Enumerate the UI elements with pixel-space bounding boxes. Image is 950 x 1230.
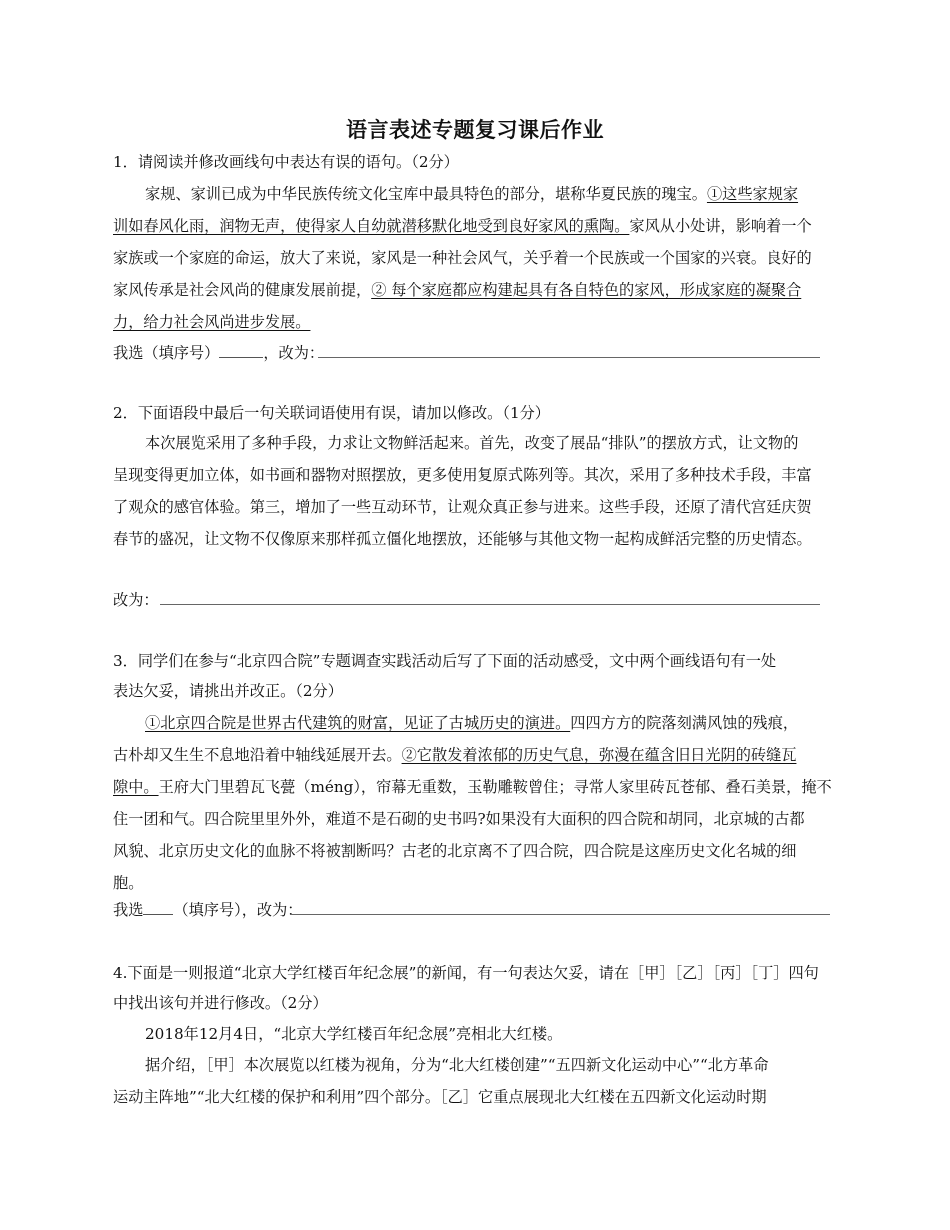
q1-underlined-sentence-2: ② 每个家庭都应构建起具有各自特色的家风，形成家庭的凝聚合 <box>371 281 802 299</box>
q3-line-6: 胞。 <box>113 874 144 892</box>
q3-line-2: 古朴却又生生不息地沿着中轴线延展开去。②它散发着浓郁的历史气息，弥漫在蕴含旧日光阴的砖缝瓦 <box>113 746 797 764</box>
q1-line-5 <box>113 312 310 332</box>
q4-stem-2: 中找出该句并进行修改。（2分） <box>113 994 328 1012</box>
q1-answer-blank[interactable] <box>318 357 820 358</box>
q1-underlined-sentence-2-cont: 力，给力社会风尚进步发展。 <box>113 313 311 331</box>
q3-number-blank[interactable] <box>143 900 173 915</box>
q3-stem-2: 表达欠妥，请挑出并改正。（2分） <box>113 682 343 700</box>
q1-line-3: 家族或一个家庭的命运，放大了来说，家风是一种社会风气，关乎着一个民族或一个国家的兴衰。良好的 <box>113 249 812 267</box>
q3-line-5: 风貌、北京历史文化的血脉不将被割断吗？古老的北京离不了四合院，四合院是这座历史文化名城的细 <box>113 842 797 860</box>
q2-line-2: 呈现变得更加立体，如书画和器物对照摆放，更多使用复原式陈列等。其次，采用了多种技术手段，丰富 <box>113 466 812 484</box>
q4-stem-1: 4.下面是一则报道“北京大学红楼百年纪念展”的新闻，有一句表达欠妥，请在［甲］［乙］［丙］［丁］四句 <box>113 964 819 982</box>
q3-stem-1: 3．同学们在参与“北京四合院”专题调查实践活动后写了下面的活动感受，文中两个画线语句有一处 <box>113 652 777 670</box>
q1-line-2: 训如春风化雨，润物无声，使得家人自幼就潜移默化地受到良好家风的熏陶。家风从小处讲，影响着一个 <box>113 217 812 235</box>
q3-underlined-sentence-2-cont: 隙中。 <box>113 778 159 796</box>
q2-line-3: 了观众的感官体验。第三，增加了一些互动环节，让观众真正参与进来。这些手段，还原了清代宫廷庆贺 <box>113 498 812 516</box>
q3-underlined-sentence-1: ①北京四合院是世界古代建筑的财富，见证了古城历史的演进。 <box>145 714 571 732</box>
q3-underlined-sentence-2: ②它散发着浓郁的历史气息，弥漫在蕴含旧日光阴的砖缝瓦 <box>401 746 797 764</box>
q2-stem: 2．下面语段中最后一句关联词语使用有误，请加以修改。（1分） <box>113 404 550 422</box>
q3-line-1: ①北京四合院是世界古代建筑的财富，见证了古城历史的演进。四四方方的院落刻满风蚀的残痕， <box>145 714 799 732</box>
q1-line-1: 家规、家训已成为中华民族传统文化宝库中最具特色的部分，堪称华夏民族的瑰宝。①这些家规家 <box>145 185 799 203</box>
q4-line-3: 运动主阵地”“北大红楼的保护和利用”四个部分。［乙］它重点展现北大红楼在五四新文化运动时期 <box>113 1088 767 1106</box>
q1-number-blank[interactable] <box>219 343 263 358</box>
q1-underlined-sentence-1: ①这些家规家 <box>706 185 799 203</box>
q2-answer-label: 改为： <box>113 591 159 609</box>
q3-answer-line: 我选 （填序号），改为： <box>113 901 303 919</box>
q3-line-3: 隙中。王府大门里碧瓦飞甍（méng），帘幕无重数，玉勒雕鞍曾住；寻常人家里砖瓦苍郁、叠石美景，掩不 <box>113 778 832 796</box>
q3-answer-blank[interactable] <box>290 914 830 915</box>
q1-line-4: 家风传承是社会风尚的健康发展前提，② 每个家庭都应构建起具有各自特色的家风，形成家庭的凝聚合 <box>113 281 802 299</box>
q4-line-1: 2018年12月4日，“北京大学红楼百年纪念展”亮相北大红楼。 <box>145 1025 563 1043</box>
page-title: 语言表述专题复习课后作业 <box>346 118 604 142</box>
q1-answer-line: 我选（填序号） ，改为： <box>113 344 325 362</box>
q2-line-4: 春节的盛况，让文物不仅像原来那样孤立僵化地摆放，还能够与其他文物一起构成鲜活完整的历史情态。 <box>113 530 812 548</box>
q1-underlined-sentence-1-cont: 训如春风化雨，润物无声，使得家人自幼就潜移默化地受到良好家风的熏陶。 <box>113 217 630 235</box>
q2-line-1: 本次展览采用了多种手段，力求让文物鲜活起来。首先，改变了展品“排队”的摆放方式，让文物的 <box>145 434 799 452</box>
q1-stem: 1．请阅读并修改画线句中表达有误的语句。（2分） <box>113 153 459 171</box>
q2-answer-blank[interactable] <box>160 604 820 605</box>
q4-line-2: 据介绍，［甲］本次展览以红楼为视角，分为“北大红楼创建”“五四新文化运动中心”“北方革命 <box>145 1056 769 1074</box>
q3-line-4: 住一团和气。四合院里里外外，难道不是石砌的史书吗?如果没有大面积的四合院和胡同，北京城的古都 <box>113 810 805 828</box>
